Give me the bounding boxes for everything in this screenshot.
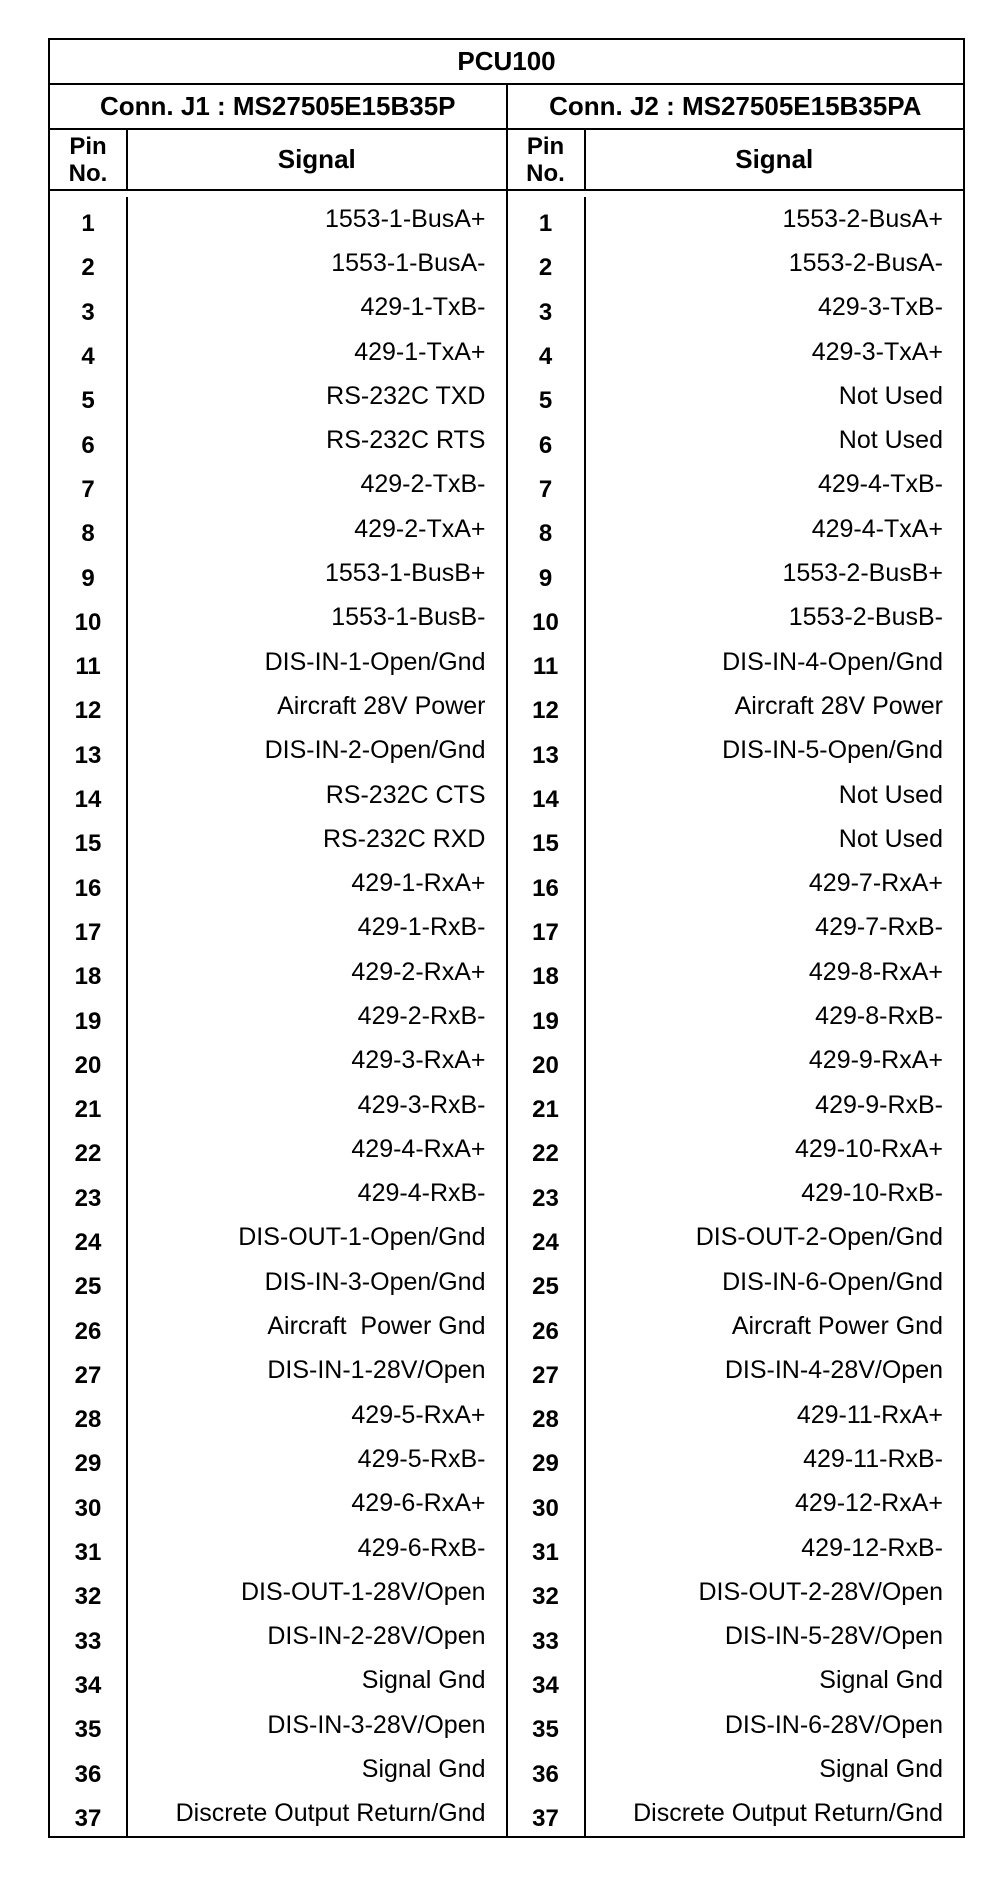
pin-number: 30 (74, 1494, 102, 1522)
pin-number: 22 (74, 1140, 102, 1168)
pin-number: 2 (81, 254, 95, 282)
signal-name: Not Used (838, 381, 943, 410)
pin-number: 12 (532, 697, 559, 725)
signal-name: Not Used (838, 780, 943, 809)
signal-name: RS-232C CTS (325, 780, 486, 809)
signal-name: 429-5-RxB- (357, 1444, 486, 1473)
pin-number: 30 (532, 1494, 559, 1522)
pin-number: 9 (538, 564, 553, 592)
pin-number: 4 (81, 343, 95, 371)
signal-name: 1553-2-BusB+ (782, 559, 943, 588)
signal-name: 429-4-RxA+ (351, 1134, 486, 1163)
signal-name: RS-232C RXD (322, 824, 486, 853)
signal-name: 429-9-RxB- (815, 1090, 943, 1119)
pin-number: 20 (532, 1051, 559, 1079)
pin-number: 21 (74, 1096, 102, 1124)
pin-number: 23 (74, 1184, 102, 1212)
signal-name: Signal Gnd (361, 1755, 486, 1784)
signal-name: RS-232C TXD (326, 381, 486, 410)
pin-number: 28 (532, 1406, 559, 1434)
signal-name: 429-9-RxA+ (808, 1046, 943, 1075)
signal-name: 1553-2-BusA+ (782, 204, 943, 233)
pin-number: 21 (532, 1096, 559, 1124)
pin-number: 8 (538, 520, 553, 548)
signal-name: 429-7-RxA+ (808, 869, 943, 898)
pin-number: 15 (532, 830, 559, 858)
signal-name: 1553-1-BusA+ (324, 204, 486, 233)
pin-number: 25 (532, 1273, 559, 1301)
signal-name: DIS-IN-3-28V/Open (267, 1710, 486, 1739)
signal-name: 429-4-TxA+ (811, 514, 943, 543)
pin-number: 10 (532, 608, 559, 636)
signal-name: Aircraft 28V Power (277, 691, 486, 720)
signal-name: 1553-1-BusB+ (324, 559, 486, 588)
signal-name: DIS-IN-6-28V/Open (724, 1710, 943, 1739)
pin-number: 16 (74, 874, 102, 902)
signal-name: Signal Gnd (819, 1666, 943, 1695)
pin-number: 24 (532, 1228, 559, 1256)
column-header-row (50, 130, 506, 191)
signal-name: Signal Gnd (819, 1755, 943, 1784)
signal-column (128, 197, 506, 1836)
pin-number: 36 (74, 1760, 102, 1788)
pin-number: 19 (532, 1007, 559, 1035)
signal-name: 429-1-RxB- (357, 913, 486, 942)
pin-no-header: Pin No. (50, 130, 128, 189)
signal-name: 429-2-TxB- (360, 470, 486, 499)
connector-j1-table (50, 130, 506, 1836)
signal-name: 429-6-RxA+ (351, 1489, 486, 1518)
signal-name: 429-4-RxB- (357, 1179, 486, 1208)
connector-j2-label: Conn. J2 : MS27505E15B35PA (506, 85, 964, 128)
signal-name: Discrete Output Return/Gnd (633, 1799, 943, 1828)
pin-number: 7 (81, 475, 95, 503)
pin-number: 17 (74, 918, 102, 946)
pin-column (50, 197, 128, 1836)
pin-number: 8 (81, 520, 95, 548)
column-header-row (508, 130, 964, 191)
signal-name: 429-2-RxA+ (351, 957, 486, 986)
signal-name: DIS-OUT-2-28V/Open (698, 1577, 943, 1606)
pin-number: 26 (74, 1317, 102, 1345)
pin-number: 14 (532, 786, 559, 814)
signal-name: DIS-IN-6-Open/Gnd (722, 1267, 943, 1296)
signal-name: 429-1-RxA+ (351, 869, 486, 898)
pin-number: 3 (538, 298, 553, 326)
pin-number: 34 (74, 1671, 102, 1699)
signal-name: 429-8-RxA+ (808, 957, 943, 986)
pin-number: 12 (74, 697, 102, 725)
pin-number: 35 (74, 1716, 102, 1744)
pin-number: 31 (532, 1539, 559, 1567)
signal-name: 429-4-TxB- (817, 470, 943, 499)
signal-name: DIS-IN-4-Open/Gnd (722, 647, 943, 676)
pin-number: 23 (532, 1184, 559, 1212)
signal-name: Aircraft Power Gnd (731, 1312, 943, 1341)
pin-number: 25 (74, 1273, 102, 1301)
pin-number: 32 (532, 1583, 559, 1611)
signal-name: 429-3-TxA+ (811, 337, 943, 366)
signal-name: 429-5-RxA+ (351, 1400, 486, 1429)
signal-name: DIS-IN-4-28V/Open (724, 1356, 943, 1385)
pin-number: 28 (74, 1406, 102, 1434)
pin-number: 33 (532, 1627, 559, 1655)
connector-j2-body (508, 191, 964, 1836)
pin-number: 6 (81, 431, 95, 459)
signal-name: 1553-1-BusA- (331, 248, 486, 277)
pin-number: 36 (532, 1760, 559, 1788)
signal-name: DIS-IN-2-28V/Open (267, 1622, 486, 1651)
pin-number: 32 (74, 1583, 102, 1611)
signal-header: Signal (735, 144, 814, 174)
signal-name: 429-3-RxB- (357, 1090, 486, 1119)
signal-name: DIS-OUT-1-Open/Gnd (238, 1223, 486, 1252)
signal-name: 429-2-TxA+ (354, 514, 486, 543)
signal-name: 429-10-RxB- (801, 1179, 943, 1208)
pin-number: 9 (81, 564, 95, 592)
signal-name: DIS-IN-5-28V/Open (724, 1622, 943, 1651)
signal-name: RS-232C RTS (326, 426, 486, 455)
signal-name: Signal Gnd (361, 1666, 486, 1695)
signal-name: 429-12-RxA+ (795, 1489, 943, 1518)
signal-name: 429-8-RxB- (815, 1002, 943, 1030)
connector-j1-label: Conn. J1 : MS27505E15B35P (100, 91, 456, 121)
signal-name: 429-3-RxA+ (351, 1046, 486, 1075)
signal-name: DIS-IN-1-28V/Open (267, 1356, 486, 1385)
pin-number: 18 (532, 963, 559, 991)
connector-tables (50, 130, 963, 1836)
signal-name: 429-10-RxA+ (795, 1134, 943, 1163)
signal-column (586, 197, 964, 1836)
pin-number: 29 (74, 1450, 102, 1478)
pin-number: 37 (74, 1804, 102, 1832)
signal-name: 1553-1-BusB- (331, 603, 486, 632)
pin-number: 27 (74, 1361, 102, 1389)
pin-number: 26 (532, 1317, 559, 1345)
pin-number: 10 (74, 608, 102, 636)
connector-j1-body (50, 191, 506, 1836)
pin-number: 4 (538, 343, 553, 371)
pin-number: 37 (532, 1804, 559, 1832)
pin-number: 7 (538, 475, 553, 503)
pin-number: 14 (74, 786, 102, 814)
signal-name: 429-3-TxB- (817, 293, 943, 322)
pin-number: 31 (74, 1539, 102, 1567)
signal-name: DIS-OUT-2-Open/Gnd (695, 1223, 943, 1252)
signal-name: 429-6-RxB- (357, 1533, 486, 1562)
pin-number: 13 (74, 741, 102, 769)
signal-name: 429-1-TxB- (360, 293, 486, 322)
signal-name: DIS-OUT-1-28V/Open (240, 1577, 486, 1606)
pin-column (508, 197, 586, 1836)
signal-name: 1553-2-BusB- (788, 603, 943, 632)
table-title: PCU100 (50, 40, 963, 85)
pin-number: 18 (74, 963, 102, 991)
pin-number: 17 (532, 918, 559, 946)
pin-number: 5 (81, 387, 95, 415)
signal-name: 429-12-RxB- (801, 1533, 943, 1562)
pin-number: 33 (74, 1627, 102, 1655)
pin-number: 19 (74, 1007, 102, 1035)
signal-name: 429-7-RxB- (815, 913, 943, 942)
pin-number: 13 (532, 741, 559, 769)
signal-name: 429-11-RxB- (803, 1444, 943, 1473)
pin-number: 16 (532, 874, 559, 902)
connector-j2-table (506, 130, 964, 1836)
pin-number: 11 (75, 653, 101, 681)
connector-header-row (50, 85, 963, 130)
signal-name: DIS-IN-2-Open/Gnd (264, 736, 486, 765)
signal-name: 429-2-RxB- (357, 1002, 486, 1030)
pin-number: 1 (538, 210, 553, 238)
pin-number: 5 (538, 387, 553, 415)
signal-name: Not Used (838, 824, 943, 853)
pin-number: 20 (74, 1051, 102, 1079)
pin-number: 29 (532, 1450, 559, 1478)
pin-number: 3 (81, 298, 95, 326)
signal-name: 1553-2-BusA- (788, 248, 943, 277)
pin-number: 6 (538, 431, 553, 459)
signal-name: DIS-IN-5-Open/Gnd (722, 736, 943, 765)
pin-number: 1 (81, 210, 95, 238)
signal-name: Not Used (838, 426, 943, 455)
signal-name: DIS-IN-3-Open/Gnd (264, 1267, 486, 1296)
pin-number: 11 (532, 653, 559, 681)
pin-number: 2 (538, 254, 553, 282)
pin-number: 35 (532, 1716, 559, 1744)
pinout-table (48, 38, 965, 1838)
pin-no-header: Pin No. (508, 130, 586, 189)
pin-number: 24 (74, 1228, 102, 1256)
pin-number: 22 (532, 1140, 559, 1168)
pin-number: 27 (532, 1361, 559, 1389)
pin-number: 15 (74, 830, 102, 858)
signal-name: Discrete Output Return/Gnd (175, 1799, 486, 1828)
signal-name: DIS-IN-1-Open/Gnd (264, 647, 486, 676)
signal-name: Aircraft 28V Power (734, 691, 943, 720)
signal-header: Signal (277, 144, 356, 174)
signal-name: 429-11-RxA+ (796, 1400, 943, 1429)
pin-number: 34 (532, 1671, 559, 1699)
signal-name: Aircraft Power Gnd (267, 1312, 486, 1341)
signal-name: 429-1-TxA+ (354, 337, 486, 366)
